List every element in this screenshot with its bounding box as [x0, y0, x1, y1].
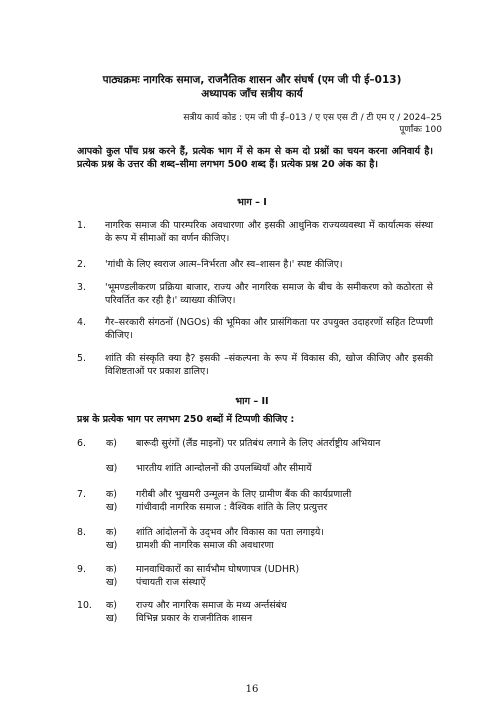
subpart-label: ख): [106, 502, 118, 513]
assignment-title: अध्यापक जाँच सत्रीय कार्य: [201, 88, 303, 100]
subpart-text: ग्रामशी की नागरिक समाज की अवधारणा: [136, 540, 274, 551]
subpart-label: ख): [106, 463, 118, 474]
subpart-text: पंचायती राज संस्थाऐं: [136, 577, 206, 588]
question-text: नागरिक समाज की पारम्परिक अवधारणा और इसकी आधुनिक राज्यव्यवस्था में कार्यात्मक संस्था के रूप में सीमाओं का वर्णन कीजिए।: [105, 220, 433, 244]
question-number: 10.: [77, 600, 92, 611]
subpart-label: क): [106, 600, 117, 611]
course-title: पाठ्यक्रमः नागरिक समाज, राजनैतिक शासन और संघर्ष (एम जी पी ई–013): [102, 74, 402, 86]
subpart-label: क): [106, 527, 117, 538]
subpart-text: विभिन्न प्रकार के राजनीतिक शासन: [136, 613, 253, 624]
assignment-code-block: [183, 112, 442, 136]
subpart-text: गरीबी और भुखमरी उन्मूलन के लिए ग्रामीण बैंक की कार्यप्रणाली: [136, 489, 352, 500]
question-number: 3.: [77, 282, 86, 293]
question-text: 'भूमण्डलीकरण प्रक्रिया बाजार, राज्य और नागरिक समाज के बीच के समीकरण को कठोरता से परिवर्तित कर रही है।' व्याख्या कीजिए।: [105, 282, 433, 306]
question-text: 'गांधी के लिए स्वराज आत्म–निर्भरता और स्व–शासन है।' स्पष्ट कीजिए।: [105, 259, 343, 270]
question-number: 1.: [77, 220, 86, 231]
question-number: 7.: [77, 489, 86, 500]
subpart-label: क): [106, 489, 117, 500]
subpart-text: भारतीय शांति आन्दोलनों की उपलब्धियाँ और सीमायें: [136, 463, 312, 474]
part-1-heading: भाग – I: [237, 197, 267, 208]
question-number: 2.: [77, 259, 86, 270]
question-number: 9.: [77, 564, 86, 575]
assignment-code: सत्रीय कार्य कोड : एम जी पी ई–013 / ए एस एस टी / टी एम ए / 2024–25: [183, 113, 442, 123]
subpart-label: ख): [106, 540, 118, 551]
max-marks: पूर्णांकः 100: [399, 125, 442, 135]
subpart-label: क): [106, 564, 117, 575]
subpart-text: बारूदी सुरंगों (लैंड माइनों) पर प्रतिबंध लगाने के लिए अंतर्राष्ट्रीय अभियान: [136, 438, 381, 449]
subpart-text: राज्य और नागरिक समाज के मध्य अर्न्तसंबंध: [136, 600, 287, 611]
part-2-heading: भाग – II: [235, 396, 269, 407]
question-number: 4.: [77, 317, 86, 328]
subpart-text: मानवाधिकारों का सार्वभौम घोषणापत्र (UDHR): [136, 564, 300, 575]
question-number: 6.: [77, 438, 86, 449]
part-2-note: प्रश्न के प्रत्येक भाग पर लगभग 250 शब्दों में टिप्पणी कीजिए :: [77, 414, 295, 425]
subpart-label: ख): [106, 577, 118, 588]
question-number: 8.: [77, 527, 86, 538]
subpart-label: क): [106, 438, 117, 449]
question-text: गैर–सरकारी संगठनों (NGOs) की भूमिका और प्रासंगिकता पर उपयुक्त उदाहरणों सहित टिप्पणी कीजिए।: [105, 317, 433, 341]
subpart-text: गांधीवादी नागरिक समाज : वैश्विक शांति के लिए प्रत्युत्तर: [136, 502, 328, 513]
subpart-text: शांति आंदोलनों के उद्‌भव और विकास का पता लगाइये।: [136, 527, 324, 538]
subpart-label: ख): [106, 613, 118, 624]
question-number: 5.: [77, 353, 86, 364]
question-text: शांति की संस्कृति क्या है? इसकी –संकल्पना के रूप में विकास की, खोज कीजिए और इसकी विशिष्टताओं पर प्रकाश डालिए।: [105, 353, 433, 377]
page-number: 16: [245, 684, 259, 695]
instructions: आपको कुल पाँच प्रश्न करने हैं, प्रत्येक भाग में से कम से कम दो प्रश्नों का चयन करना अनिवार्य है। प्रत्येक प्रश्न के उत्तर की शब्द–सीमा लगभग 500 शब्द हैं। प्रत्येक प्रश्न 20 अंक का है।: [77, 146, 433, 170]
